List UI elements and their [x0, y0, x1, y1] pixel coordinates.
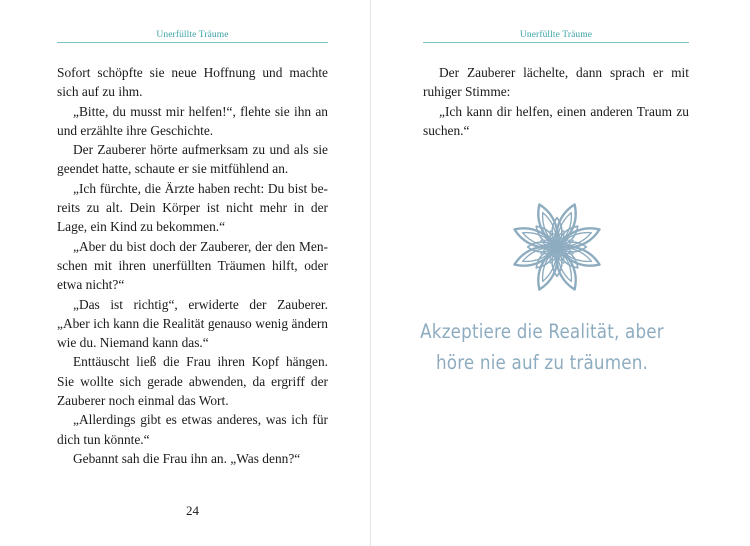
quote-line: Akzeptiere die Realität, aber: [420, 320, 664, 343]
paragraph: Gebannt sah die Frau ihn an. „Was denn?“: [73, 450, 301, 466]
running-head: Unerfüllte Träume: [519, 30, 593, 40]
paragraph: „Ich fürchte, die Ärzte haben recht: Du bist bereits zu alt. Dein Körper ist nicht mehr in der Lage, ein Kind zu bekommen.“: [57, 180, 328, 235]
quote-line: höre nie auf zu träumen.: [435, 351, 649, 374]
paragraph: „Ich kann dir helfen, einen anderen Traum zu suchen.“: [423, 103, 689, 138]
paragraph: „Bitte, du musst mir helfen!“, flehte sie ihn an und erzählte ihre Geschichte.: [57, 103, 328, 138]
paragraph: „Das ist richtig“, erwiderte der Zauberer. „Aber ich kann die Realität genauso wenig ändern wie du. Niemand kann das.“: [57, 296, 328, 351]
running-head: Unerfüllte Träume: [156, 30, 229, 40]
paragraph: Enttäuscht ließ die Frau ihren Kopf hängen. Sie wollte sich gerade abwenden, da ergriff der Zauberer noch einmal das Wort.: [57, 354, 328, 409]
paragraph: Der Zauberer hörte aufmerksam zu und als sie geendet hatte, schaute er sie mitfühlend an.: [57, 142, 328, 177]
left-page: [0, 0, 371, 546]
header-rule: [57, 42, 328, 43]
paragraph: Sofort schöpfte sie neue Hoffnung und machte sich auf zu ihm.: [57, 65, 328, 100]
quote: [413, 316, 671, 378]
mandala-icon: [508, 198, 606, 296]
body-text: [57, 63, 328, 468]
paragraph: Der Zauberer lächelte, dann sprach er mit ruhiger Stimme:: [423, 65, 689, 100]
paragraph: „Allerdings gibt es etwas anderes, was ich für dich tun könnte.“: [57, 412, 328, 447]
header-rule: [423, 42, 689, 43]
body-text: [423, 63, 689, 140]
page-number: 24: [186, 503, 199, 518]
paragraph: „Aber du bist doch der Zauberer, der den Menschen mit ihren unerfüllten Träumen hilft, oder etwa nicht?“: [57, 238, 328, 293]
